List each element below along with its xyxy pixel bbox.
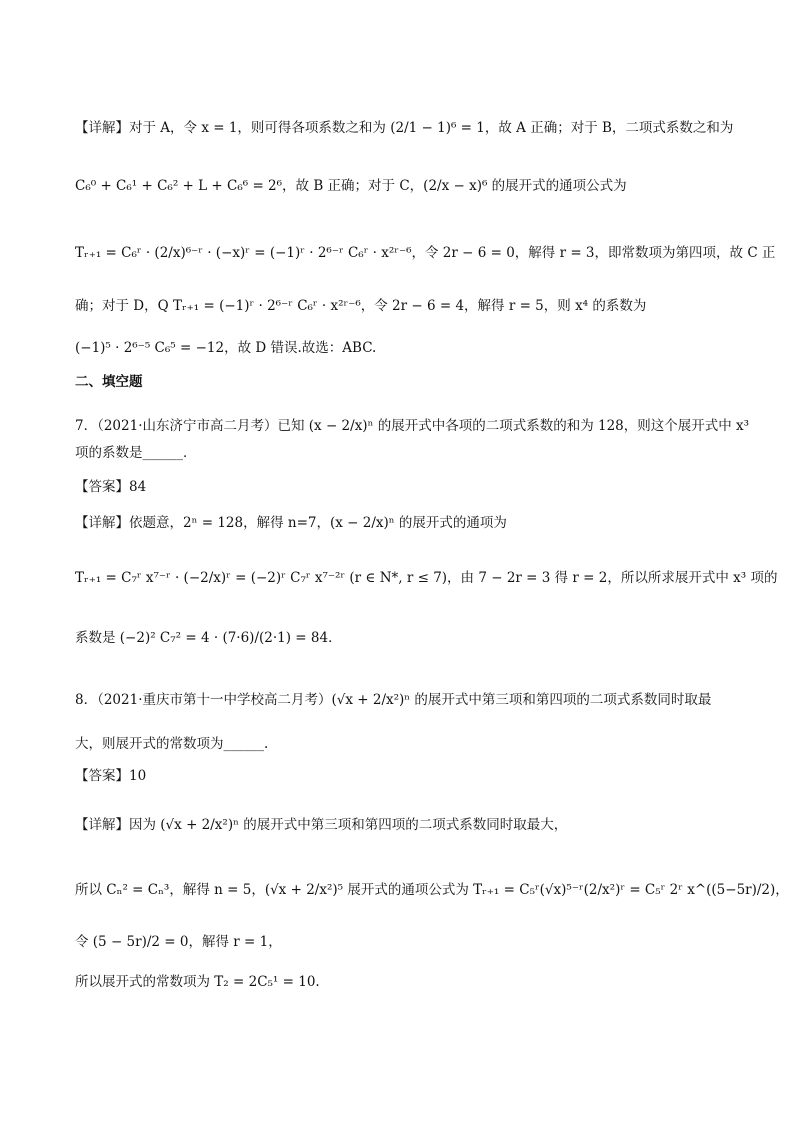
detail-8-line-3: 令 (5 − 5r)/2 = 0，解得 r = 1， <box>75 934 282 950</box>
detail-a-line-5: (−1)⁵ · 2⁶⁻⁵ C₆⁵ = −12，故 D 错误.故选：ABC. <box>75 340 377 356</box>
detail-7-line-3: 系数是 (−2)² C₇² = 4 · (7·6)/(2·1) = 84． <box>75 630 342 646</box>
detail-a-line-2: C₆⁰ + C₆¹ + C₆² + L + C₆⁶ = 2⁶，故 B 正确；对于 C，(2/x − x)⁶ 的展开式的通项公式为 <box>75 178 627 194</box>
detail-7-line-2: Tᵣ₊₁ = C₇ʳ x⁷⁻ʳ · (−2/x)ʳ = (−2)ʳ C₇ʳ x⁷⁻²ʳ (r ∈ N*, r ≤ 7)，由 7 − 2r = 3 得 r = 2，所以所求展开式中 x³ 项的 <box>75 570 778 586</box>
detail-8-line-2: 所以 Cₙ² = Cₙ³，解得 n = 5，(√x + 2/x²)⁵ 展开式的通项公式为 Tᵣ₊₁ = C₅ʳ(√x)⁵⁻ʳ(2/x²)ʳ = C₅ʳ 2ʳ x^((5−5r)/2)， <box>75 882 789 898</box>
detail-8-line-4: 所以展开式的常数项为 T₂ = 2C₅¹ = 10. <box>75 974 320 990</box>
answer-8: 【答案】10 <box>75 768 147 784</box>
detail-8-line-1: 【详解】因为 (√x + 2/x²)ⁿ 的展开式中第三项和第四项的二项式系数同时取最大， <box>75 817 568 833</box>
question-8-line-2: 大，则展开式的常数项为______. <box>75 736 269 752</box>
detail-a-line-4: 确；对于 D，Q Tᵣ₊₁ = (−1)ʳ · 2⁶⁻ʳ C₆ʳ · x²ʳ⁻⁶，令 2r − 6 = 4，解得 r = 5，则 x⁴ 的系数为 <box>75 298 647 314</box>
detail-a-line-3: Tᵣ₊₁ = C₆ʳ · (2/x)⁶⁻ʳ · (−x)ʳ = (−1)ʳ · 2⁶⁻ʳ C₆ʳ · x²ʳ⁻⁶，令 2r − 6 = 0，解得 r = 3，即常数项为第四项，故 C 正 <box>75 245 776 261</box>
detail-7-line-1: 【详解】依题意，2ⁿ = 128，解得 n=7，(x − 2/x)ⁿ 的展开式的通项为 <box>75 515 507 531</box>
question-8-line-1: 8．（2021·重庆市第十一中学校高二月考）(√x + 2/x²)ⁿ 的展开式中第三项和第四项的二项式系数同时取最 <box>75 692 712 708</box>
question-7-line-1: 7．（2021·山东济宁市高二月考）已知 (x − 2/x)ⁿ 的展开式中各项的二项式系数的和为 128，则这个展开式中 x³ <box>75 418 750 434</box>
answer-7: 【答案】84 <box>75 479 147 495</box>
section-heading-fill-blank: 二、填空题 <box>75 374 143 390</box>
question-7-line-2: 项的系数是______． <box>75 445 197 461</box>
detail-a-line-1: 【详解】对于 A，令 x = 1，则可得各项系数之和为 (2/1 − 1)⁶ = 1，故 A 正确；对于 B，二项式系数之和为 <box>75 120 734 136</box>
